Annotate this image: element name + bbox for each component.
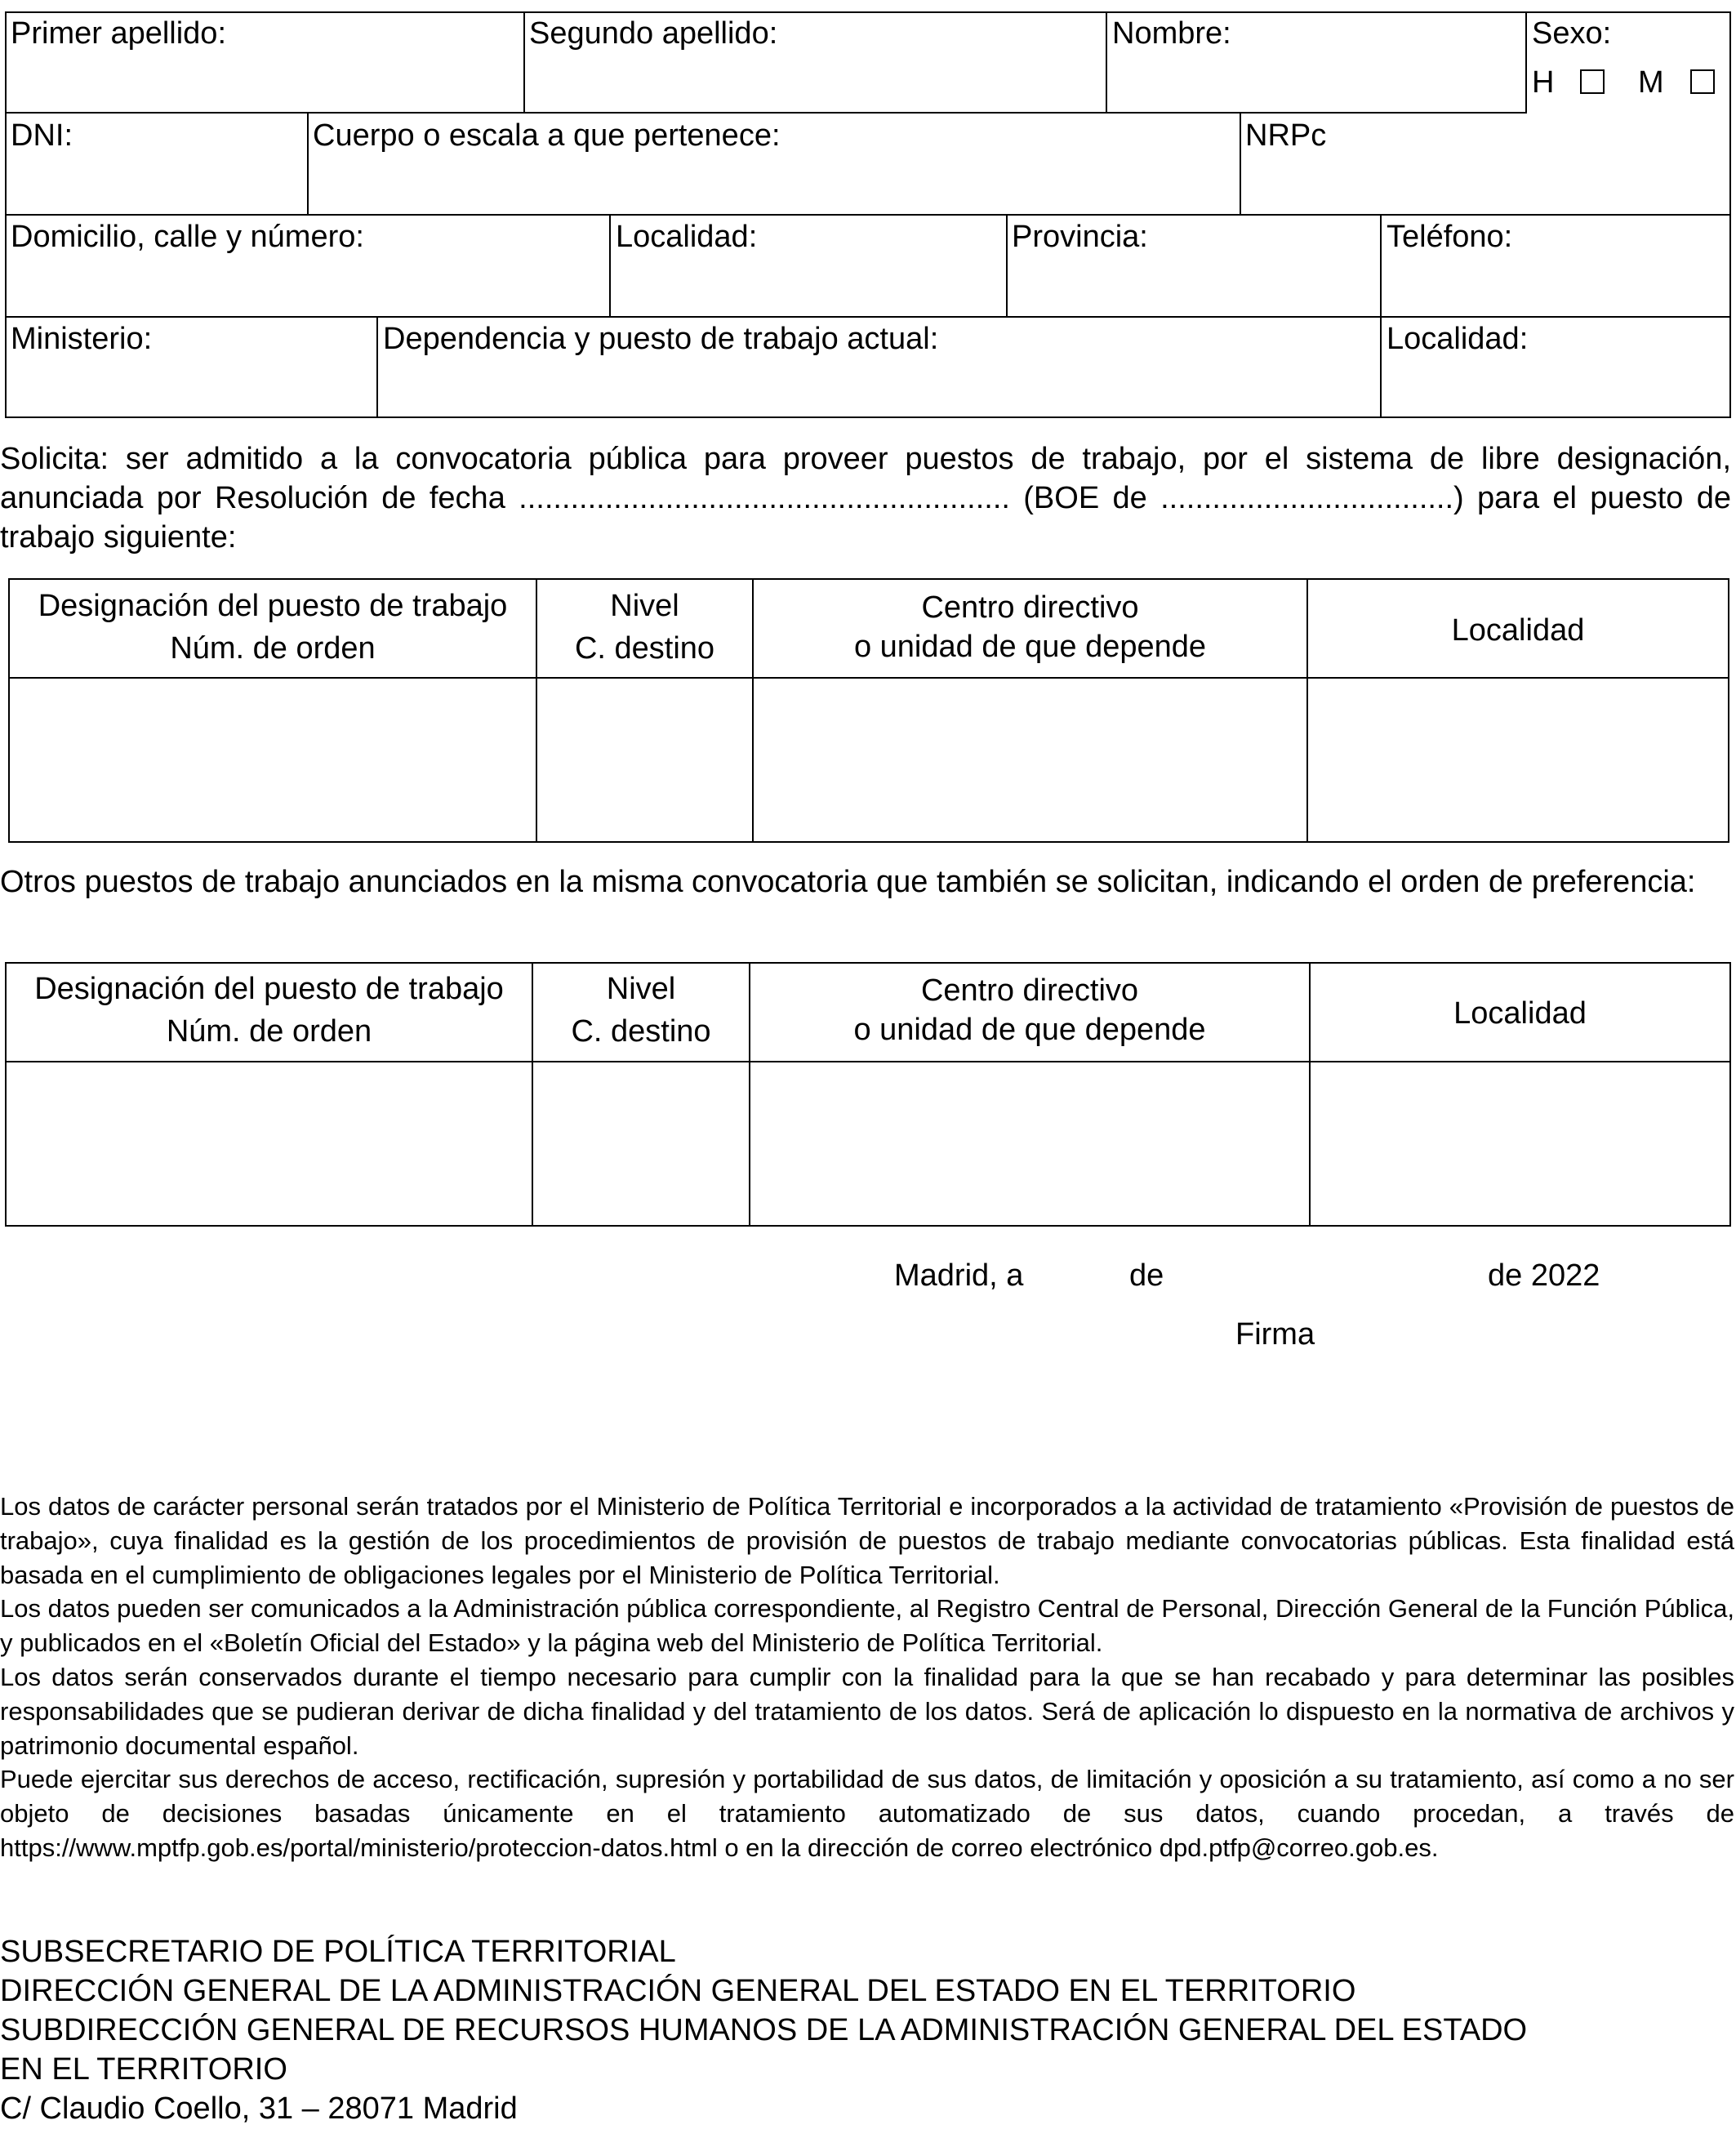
col-divider — [1380, 316, 1382, 418]
row-divider — [5, 112, 1527, 114]
col-divider — [1240, 112, 1241, 215]
table-header-divider — [8, 677, 1729, 679]
segundo-apellido-label: Segundo apellido: — [529, 16, 778, 51]
privacy-paragraph: Los datos pueden ser comunicados a la Administración pública correspondiente, al Registro Central de Personal, Dirección General de la Función Pública, y publicados en el «Boletín Oficial del Estado» y la página web del Ministerio de Política Territorial. — [0, 1594, 1734, 1658]
col-divider — [307, 112, 309, 215]
row-divider — [5, 214, 1731, 216]
privacy-notice — [0, 1490, 1734, 1865]
col-divider — [523, 11, 525, 113]
signature-firma: Firma — [1235, 1317, 1315, 1352]
header-nivel — [537, 585, 752, 670]
privacy-paragraph: Los datos serán conservados durante el tiempo necesario para cumplir con la finalidad para la que se han recabado y para determinar las posibles responsabilidades que se pudieran derivar de dicha finalidad y del tratamiento de los datos. Será de aplicación lo dispuesto en la normativa de archivos y patrimonio documental español. — [0, 1662, 1734, 1760]
header-centro-line1: Centro directivo — [921, 590, 1139, 625]
signature-year: de 2022 — [1488, 1258, 1600, 1293]
provincia-label: Provincia: — [1012, 220, 1148, 254]
col-divider — [1380, 214, 1382, 317]
sexo-h-label: H — [1532, 65, 1555, 100]
header-nivel — [533, 968, 749, 1053]
col-divider — [609, 214, 611, 317]
sexo-label: Sexo: — [1532, 16, 1612, 51]
header-centro-line1: Centro directivo — [920, 973, 1139, 1008]
header-designacion — [10, 585, 536, 670]
sexo-m-label: M — [1638, 65, 1664, 100]
header-designacion-line1: Designación del puesto de trabajo — [38, 589, 508, 623]
header-centro-line2: o unidad de que depende — [853, 1013, 1206, 1047]
request-paragraph: Solicita: ser admitido a la convocatoria pública para proveer puestos de trabajo, por el sistema de libre designación, anunciada por Resolución de fecha ......................................................... (BOE de ..................................) para el puesto de trabajo siguiente: — [0, 442, 1731, 555]
dependencia-label: Dependencia y puesto de trabajo actual: — [383, 322, 939, 356]
ministerio-label: Ministerio: — [11, 322, 153, 356]
privacy-paragraph: Puede ejercitar sus derechos de acceso, rectificación, supresión y portabilidad de sus datos, de limitación y oposición a su tratamiento, así como a no ser objeto de decisiones basadas únicamente en el tratamiento automatizado de sus datos, cuando procedan, a través de https://www.mptfp.gob.es/portal/ministerio/proteccion-datos.html o en la dirección de correo electrónico dpd.ptfp@correo.gob.es. — [0, 1765, 1734, 1862]
dni-label: DNI: — [11, 118, 73, 153]
header-nivel-line1: Nivel — [610, 589, 679, 623]
header-localidad: Localidad — [1451, 613, 1585, 648]
header-nivel-line1: Nivel — [606, 972, 676, 1006]
header-designacion — [7, 968, 532, 1053]
cuerpo-label: Cuerpo o escala a que pertenece: — [313, 118, 781, 153]
addressee-address: C/ Claudio Coello, 31 – 28071 Madrid — [0, 2091, 518, 2126]
telefono-label: Teléfono: — [1387, 220, 1513, 254]
col-divider — [1006, 214, 1008, 317]
header-centro — [750, 971, 1309, 1049]
header-localidad: Localidad — [1453, 996, 1587, 1031]
localidad-label: Localidad: — [616, 220, 758, 254]
col-divider — [376, 316, 378, 418]
col-divider — [1106, 11, 1107, 113]
table-header-divider — [5, 1061, 1731, 1062]
signature-place: Madrid, a — [894, 1258, 1024, 1293]
header-designacion-line2: Núm. de orden — [166, 1014, 372, 1049]
header-designacion-line2: Núm. de orden — [170, 631, 376, 666]
header-designacion-line1: Designación del puesto de trabajo — [34, 972, 504, 1006]
header-centro — [754, 588, 1306, 666]
sexo-m-checkbox[interactable] — [1690, 69, 1715, 94]
privacy-paragraph: Los datos de carácter personal serán tratados por el Ministerio de Política Territorial e incorporados a la actividad de tratamiento «Provisión de puestos de trabajo», cuya finalidad es la gestión de los procedimientos de provisión de puestos de trabajo mediante convocatorias públicas. Esta finalidad está basada en el cumplimiento de obligaciones legales por el Ministerio de Política Territorial. — [0, 1492, 1734, 1589]
nrpc-label: NRPc — [1245, 118, 1327, 153]
signature-de: de — [1129, 1258, 1164, 1293]
row-divider — [5, 316, 1731, 318]
addressee-line: SUBDIRECCIÓN GENERAL DE RECURSOS HUMANOS DE LA ADMINISTRACIÓN GENERAL DEL ESTADO — [0, 2013, 1528, 2047]
domicilio-label: Domicilio, calle y número: — [11, 220, 364, 254]
header-nivel-line2: C. destino — [571, 1014, 711, 1049]
primer-apellido-label: Primer apellido: — [11, 16, 226, 51]
other-positions-paragraph: Otros puestos de trabajo anunciados en la misma convocatoria que también se solicitan, indicando el orden de preferencia: — [0, 865, 1696, 899]
addressee-line: SUBSECRETARIO DE POLÍTICA TERRITORIAL — [0, 1935, 676, 1969]
addressee-block — [0, 1932, 1734, 2128]
addressee-line: EN EL TERRITORIO — [0, 2052, 287, 2087]
addressee-line: DIRECCIÓN GENERAL DE LA ADMINISTRACIÓN GENERAL DEL ESTADO EN EL TERRITORIO — [0, 1974, 1356, 2008]
localidad-actual-label: Localidad: — [1387, 322, 1529, 356]
header-nivel-line2: C. destino — [574, 631, 715, 666]
col-divider — [1525, 11, 1527, 113]
nombre-label: Nombre: — [1112, 16, 1231, 51]
sexo-h-checkbox[interactable] — [1580, 69, 1605, 94]
header-centro-line2: o unidad de que depende — [853, 630, 1207, 664]
